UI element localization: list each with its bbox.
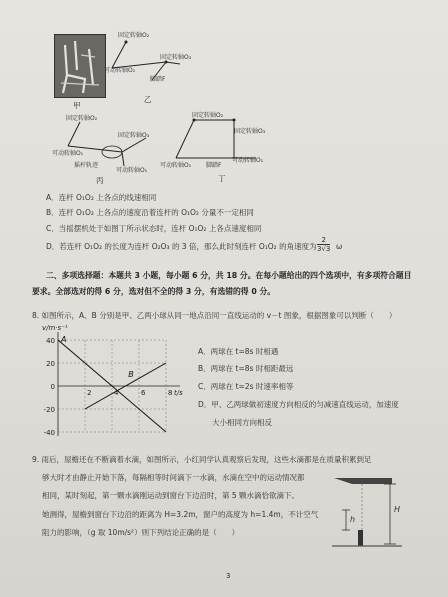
fraction-denominator: 3√3 — [317, 245, 331, 253]
q9-label-h: h — [350, 515, 356, 524]
bing-movable-axis-o1: 可动转轴O₁ — [52, 150, 84, 157]
q8-option-a: A．两球在 t=8s 时相遇 — [198, 347, 279, 356]
y-tick-label: 0 — [50, 383, 55, 391]
ding-fixed-axis-o2: 固定转轴O₂ — [192, 112, 224, 119]
x-axis-label: t/s — [174, 389, 183, 397]
y-axis-label: v/m·s⁻¹ — [42, 324, 68, 332]
figure-yi-label: 乙 — [144, 95, 152, 104]
q7-option-c: C．当摇摆机处于如图丁所示状态时，连杆 O₁O₂ 上各点速度相同 — [46, 224, 262, 233]
fraction-numerator: 2 — [317, 236, 330, 245]
q7-option-b: B．连杆 O₁O₂ 上各点的速度沿着连杆的 O₁O₂ 分量不一定相同 — [46, 208, 254, 217]
q7-option-d: D．若连杆 O₁O₂ 的长度为连杆 O₂O₃ 的 3 倍，那么此时刻连杆 O₁O₂ 的角速度为 — [46, 242, 317, 251]
series-label-A: A — [61, 335, 67, 344]
x-tick-label: 6 — [141, 389, 146, 397]
y-tick-label: 40 — [46, 337, 55, 345]
q8-option-c: C．两球在 t=2s 时速率相等 — [198, 382, 294, 391]
fraction-suffix: ω — [336, 242, 343, 251]
figure-jia-photo — [54, 34, 106, 98]
q7-d-fraction — [317, 236, 330, 253]
x-tick-label: 8 — [168, 389, 173, 397]
q9-label-H: H — [394, 505, 401, 514]
x-tick-label: 4 — [114, 389, 119, 397]
figure-ding-label: 丁 — [218, 174, 226, 183]
figure-jia-label: 甲 — [73, 101, 81, 110]
page-number: 3 — [226, 572, 231, 580]
figure-bing-label: 丙 — [96, 176, 104, 185]
q8-option-d-cont: 大小相同方向相反 — [212, 418, 272, 427]
series-label-B: B — [128, 369, 134, 379]
yi-movable-axis-o1: 可动转轴O₁ — [104, 67, 136, 74]
x-tick-label: 2 — [87, 389, 92, 397]
q8-option-d: D．甲、乙两球做初速度方向相反的匀减速直线运动，加速度 — [198, 400, 399, 409]
section-2-line-1: 二、多项选择题：本题共 3 小题，每小题 6 分，共 18 分。在每小题给出的四个选项中，有多项符合题目 — [46, 271, 412, 280]
y-tick-label: -40 — [43, 429, 55, 437]
ding-pedal: 脚踏F — [206, 162, 222, 169]
q8-stem: 8. 如图所示，A、B 分别是甲、乙两小球从同一地点沿同一直线运动的 v－t 图象，根据图象可以判断（ ） — [32, 311, 397, 320]
ding-movable-axis-o1-right: 可动转轴O₁ — [232, 157, 264, 164]
q9-line-5: 阻力的影响，（g 取 10m/s²）则下列结论正确的是（ ） — [42, 528, 240, 537]
exercise-machine-image — [55, 35, 105, 97]
q9-line-4: 她测得，屋檐到窗台下边沿的距离为 H=3.2m，窗户的高度为 h=1.4m，不计空气 — [42, 510, 319, 519]
q8-option-b: B．两球在 t=8s 时相距最远 — [198, 364, 294, 373]
ding-fixed-axis-o3: 固定转轴O₃ — [234, 128, 266, 135]
q8-vt-chart — [36, 324, 186, 437]
q9-line-3: 相同，某时刻起，第一颗水滴刚运动到窗台下边沿时，第 5 颗水滴恰欲滴下。 — [42, 491, 300, 500]
bing-fixed-axis-o2: 固定转轴O₂ — [66, 115, 98, 122]
q9-line-1: 9. 雨后，屋檐还在不断滴着水滴，如图所示，小红同学认真观察后发现，这些水滴都是在质量积累到足 — [32, 455, 372, 464]
ding-movable-axis-o1: 可动转轴O₁ — [160, 162, 192, 169]
q9-line-2: 够大时才由静止开始下落，每隔相等时间滴下一水滴，水滴在空中的运动情况都 — [42, 473, 305, 482]
bing-rocker-trace: 摇杆轨迹 — [74, 162, 99, 169]
bing-fixed-axis-o3: 固定转轴O₃ — [118, 132, 150, 139]
section-2-line-2: 要求。全部选对的得 6 分，选对但不全的得 3 分，有选错的得 0 分。 — [32, 287, 276, 296]
yi-fixed-axis-o2: 固定转轴O₂ — [118, 32, 150, 39]
bing-movable-axis-o1-bottom: 可动转轴O₁ — [116, 167, 148, 174]
y-tick-label: -20 — [43, 406, 55, 414]
yi-fixed-axis-o3: 固定转轴O₃ — [160, 54, 192, 61]
q7-option-a: A．连杆 O₁O₂ 上各点的线速相同 — [46, 193, 157, 202]
yi-pedal: 脚踏F — [150, 76, 166, 83]
y-tick-label: 20 — [46, 360, 55, 368]
